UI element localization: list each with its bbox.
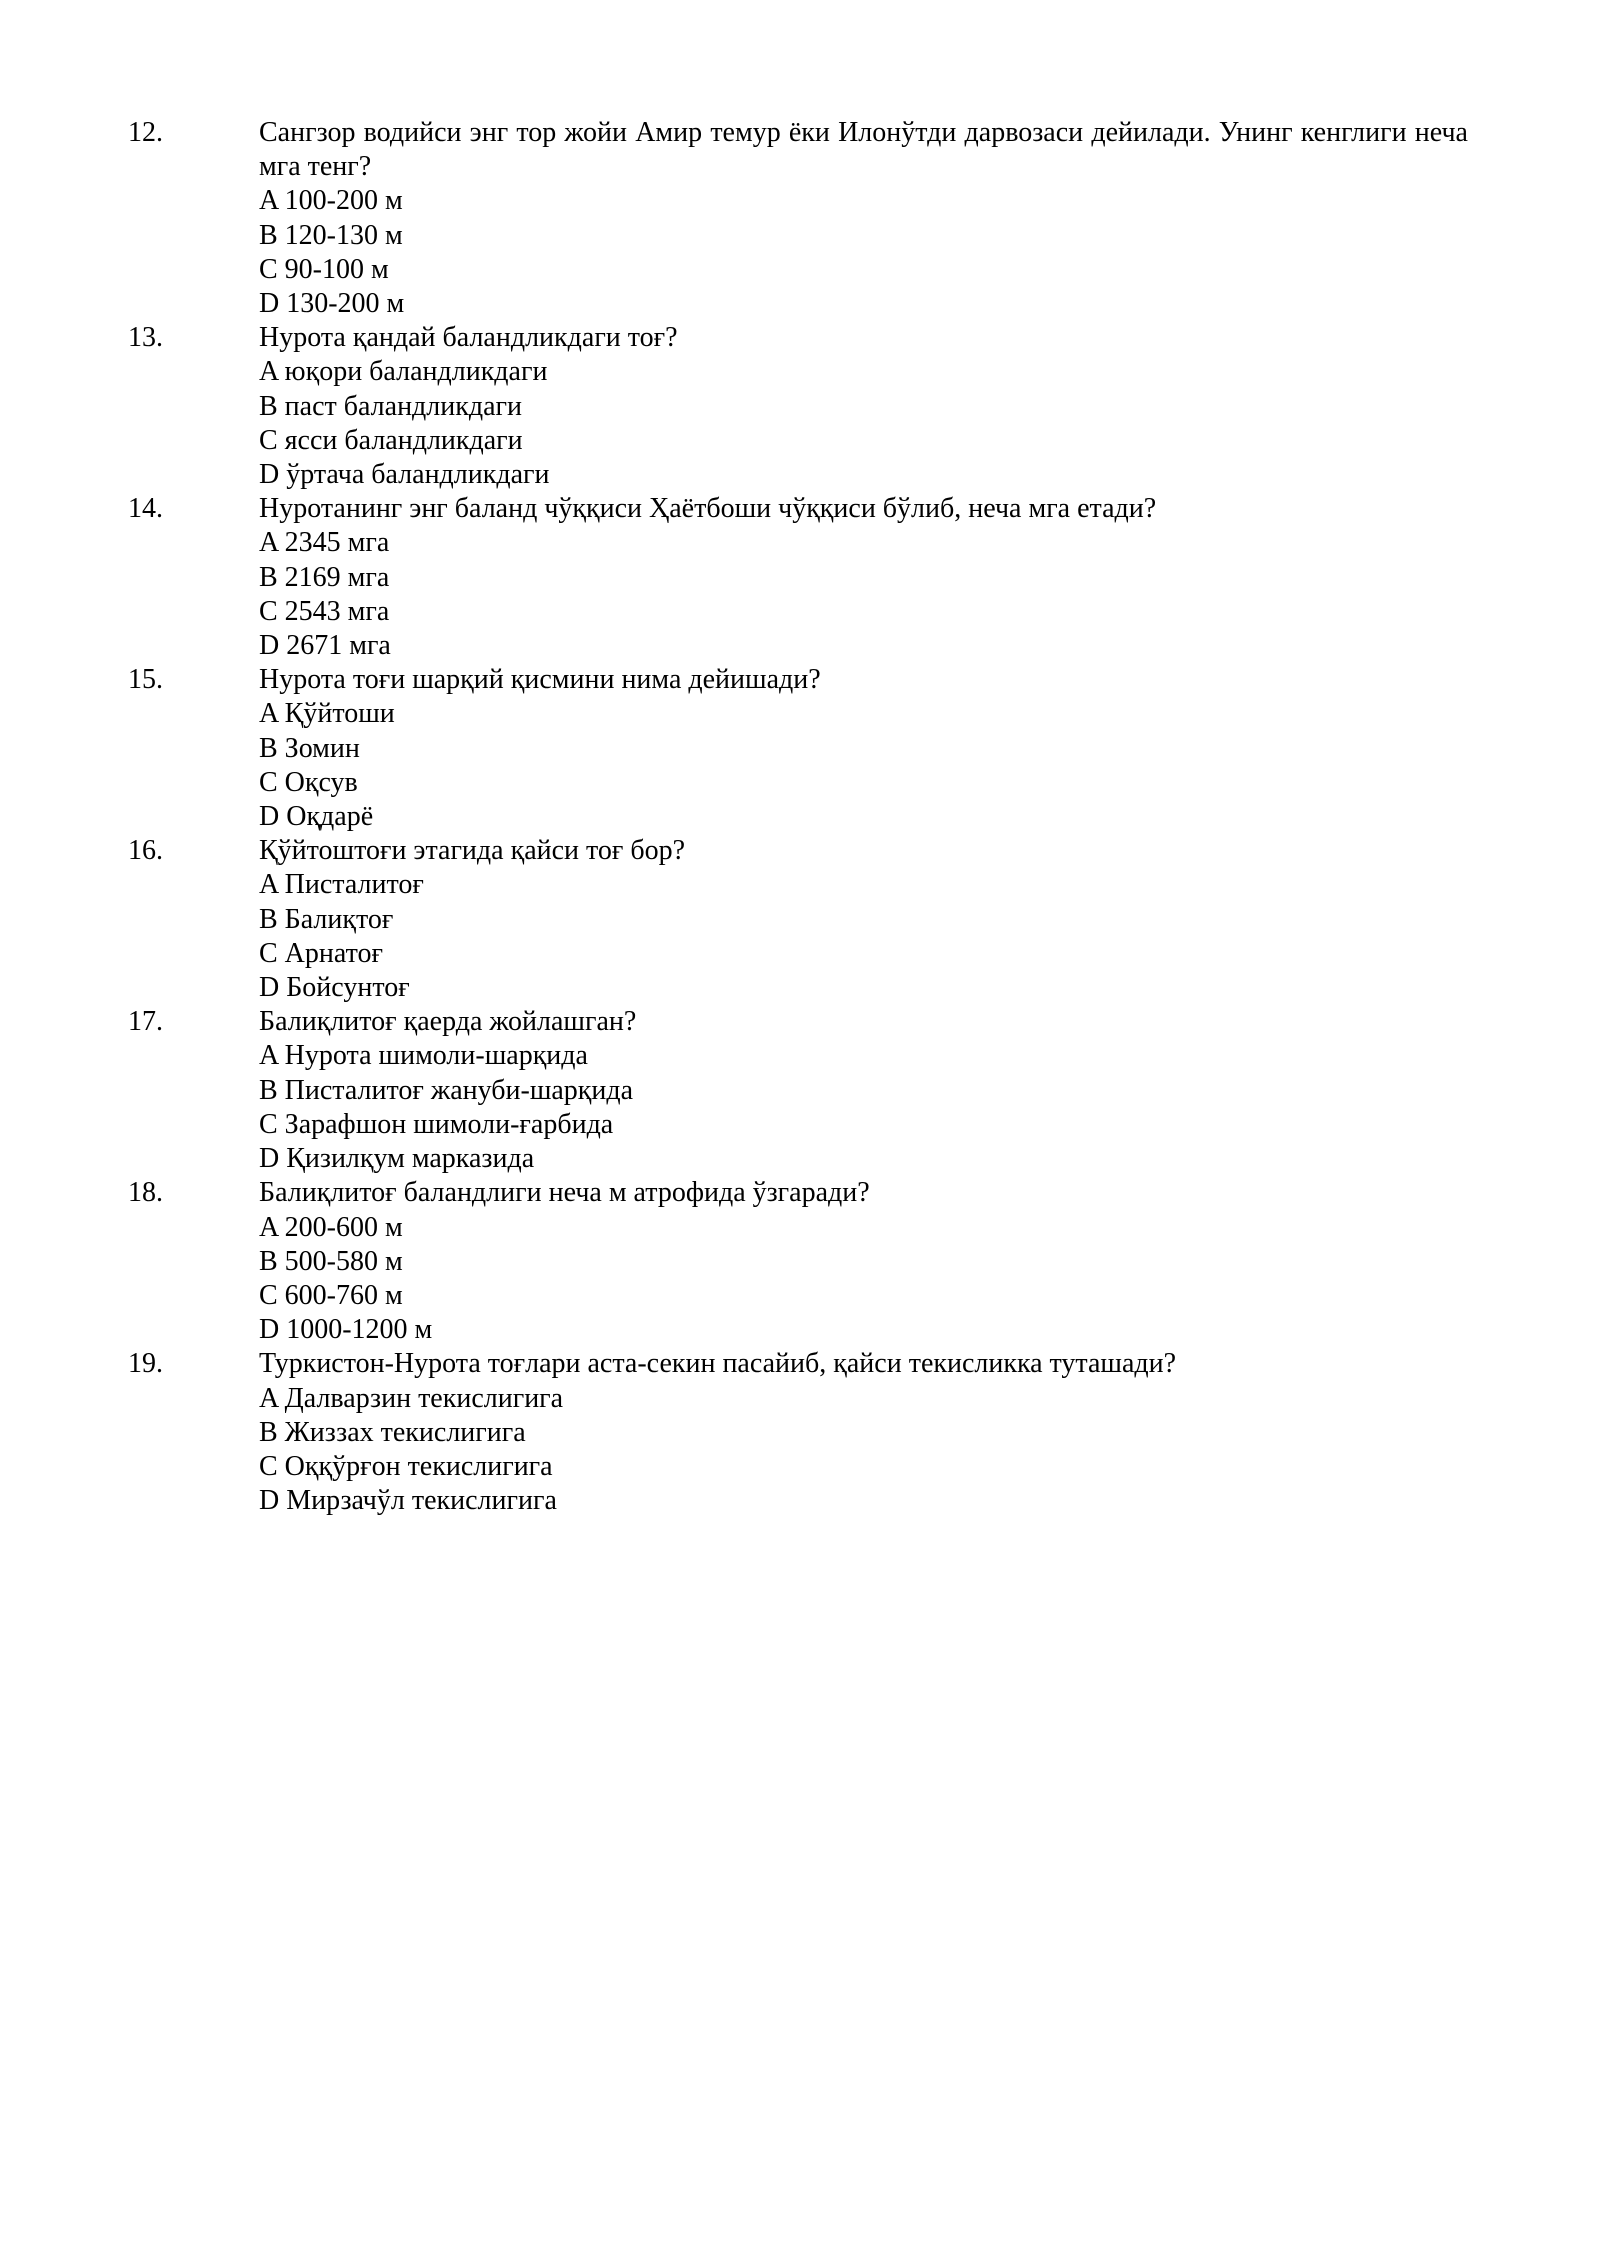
question-text: Нурота қандай баландликдаги тоғ? — [259, 322, 678, 354]
answer-options — [259, 184, 1468, 321]
question-body — [259, 1347, 1468, 1518]
answer-option: B 120-130 м — [259, 219, 403, 251]
answer-option: C 2543 мга — [259, 595, 390, 627]
answer-options — [259, 355, 1468, 492]
question-number: 18. — [128, 1177, 163, 1209]
answer-option: B Жиззах текислигига — [259, 1416, 526, 1448]
question-list — [128, 116, 1468, 1518]
answer-option: D 2671 мга — [259, 630, 391, 662]
question-body — [259, 321, 1468, 492]
answer-option: B 500-580 м — [259, 1245, 403, 1277]
answer-option: B паст баландликдаги — [259, 390, 523, 422]
answer-options — [259, 697, 1468, 834]
question-item — [128, 321, 1468, 492]
question-text: Нуротанинг энг баланд чўққиси Ҳаётбоши чўққиси бўлиб, неча мга етади? — [259, 493, 1157, 525]
question-body — [259, 834, 1468, 1005]
answer-options — [259, 1382, 1468, 1519]
answer-option: A Нурота шимоли-шарқида — [259, 1040, 588, 1072]
answer-options — [259, 868, 1468, 1005]
question-body — [259, 116, 1468, 321]
answer-option: C Оққўрғон текислигига — [259, 1450, 553, 1482]
question-item — [128, 663, 1468, 834]
answer-option: D ўртача баландликдаги — [259, 459, 550, 491]
answer-option: D Бойсунтоғ — [259, 972, 410, 1004]
answer-option: C 90-100 м — [259, 253, 389, 285]
answer-option: A 2345 мга — [259, 527, 390, 559]
answer-option: C Арнатоғ — [259, 937, 383, 969]
question-item — [128, 492, 1468, 663]
answer-option: C Зарафшон шимоли-ғарбида — [259, 1108, 614, 1140]
answer-option: D Қизилқум марказида — [259, 1143, 535, 1175]
answer-option: D Мирзачўл текислигига — [259, 1485, 557, 1517]
question-item — [128, 1176, 1468, 1347]
question-number: 14. — [128, 493, 163, 525]
question-number: 12. — [128, 117, 163, 148]
question-text: Балиқлитоғ қаерда жойлашган? — [259, 1006, 637, 1038]
answer-option: A юқори баландликдаги — [259, 356, 548, 388]
question-text: Туркистон-Нурота тоғлари аста-секин пасайиб, қайси текисликка туташади? — [259, 1348, 1177, 1380]
question-text: Нурота тоғи шарқий қисмини нима дейишади? — [259, 664, 821, 696]
answer-option: A 200-600 м — [259, 1211, 403, 1243]
question-number: 19. — [128, 1348, 163, 1380]
answer-option: D 130-200 м — [259, 288, 405, 320]
answer-options — [259, 1211, 1468, 1348]
question-item — [128, 1347, 1468, 1518]
question-number: 17. — [128, 1006, 163, 1038]
answer-option: A Қўйтоши — [259, 698, 395, 730]
question-body — [259, 663, 1468, 834]
answer-option: A Писталитоғ — [259, 869, 424, 901]
question-number: 16. — [128, 835, 163, 867]
answer-option: C ясси баландликдаги — [259, 424, 523, 456]
question-body — [259, 492, 1468, 663]
answer-option: B 2169 мга — [259, 561, 390, 593]
question-text: Қўйтоштоғи этагида қайси тоғ бор? — [259, 835, 686, 867]
answer-option: B Балиқтоғ — [259, 903, 394, 935]
answer-option: C Оқсув — [259, 766, 358, 798]
answer-option: A 100-200 м — [259, 185, 403, 217]
answer-option: A Далварзин текислигига — [259, 1382, 564, 1414]
answer-option: B Зомин — [259, 732, 360, 764]
question-item — [128, 834, 1468, 1005]
answer-option: C 600-760 м — [259, 1279, 403, 1311]
question-body — [259, 1176, 1468, 1347]
answer-option: B Писталитоғ жануби-шарқида — [259, 1074, 634, 1106]
question-item — [128, 1005, 1468, 1176]
answer-option: D Оқдарё — [259, 801, 374, 833]
answer-option: D 1000-1200 м — [259, 1314, 433, 1346]
question-text: Балиқлитоғ баландлиги неча м атрофида ўзгаради? — [259, 1177, 870, 1209]
question-text: Сангзор водийси энг тор жойи Амир темур ёки Илонўтди дарвозаси дейилади. Унинг кенглиги неча мга тенг? — [259, 117, 1468, 183]
question-number: 13. — [128, 322, 163, 354]
answer-options — [259, 526, 1468, 663]
answer-options — [259, 1039, 1468, 1176]
question-item — [128, 116, 1468, 321]
question-number: 15. — [128, 664, 163, 696]
question-body — [259, 1005, 1468, 1176]
